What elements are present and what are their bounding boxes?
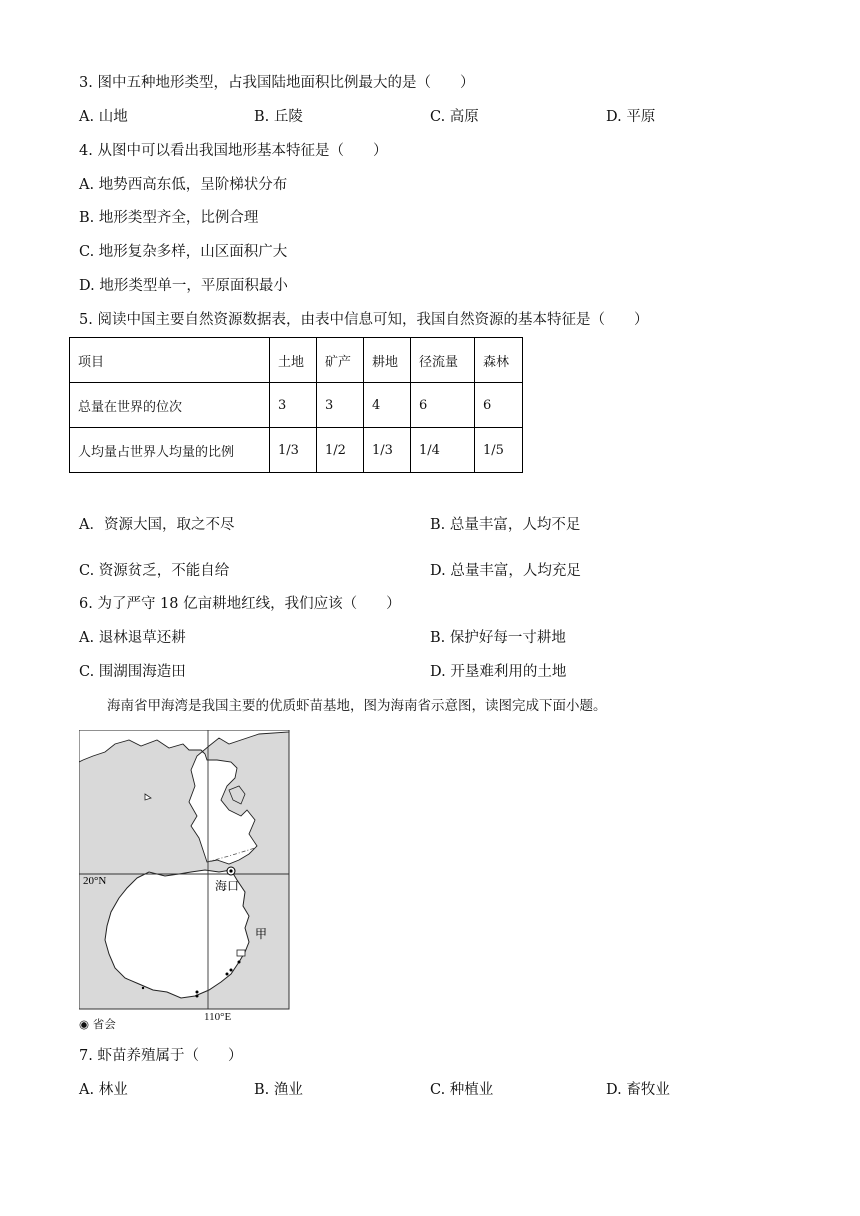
table-cell: 1/2 bbox=[317, 428, 364, 473]
q4-option-c[interactable]: C. 地形复杂多样，山区面积广大 bbox=[79, 244, 288, 260]
table-row bbox=[70, 383, 523, 428]
q7-option-d[interactable]: D. 畜牧业 bbox=[606, 1082, 670, 1098]
longitude-label: 110°E bbox=[204, 1011, 232, 1023]
q4-option-b[interactable]: B. 地形类型齐全，比例合理 bbox=[79, 210, 259, 226]
bay-jia-label: 甲 bbox=[255, 927, 268, 941]
table-cell: 总量在世界的位次 bbox=[70, 383, 270, 428]
table-header-cell: 项目 bbox=[70, 338, 270, 383]
islet-dot bbox=[196, 995, 199, 998]
q6-option-c[interactable]: C. 围湖围海造田 bbox=[79, 664, 186, 680]
q5-option-c[interactable]: C. 资源贫乏，不能自给 bbox=[79, 563, 230, 579]
haikou-capital-dot bbox=[229, 869, 232, 872]
table-cell: 1/3 bbox=[364, 428, 411, 473]
resource-table bbox=[69, 337, 523, 473]
table-cell: 1/5 bbox=[475, 428, 523, 473]
table-header-cell: 森林 bbox=[475, 338, 523, 383]
table-cell: 1/3 bbox=[270, 428, 317, 473]
q3-option-d[interactable]: D. 平原 bbox=[606, 109, 656, 125]
table-header-row bbox=[70, 338, 523, 383]
islet-dot bbox=[238, 961, 241, 964]
table-header-cell: 矿产 bbox=[317, 338, 364, 383]
q7-option-c[interactable]: C. 种植业 bbox=[430, 1082, 494, 1098]
islet-dot bbox=[196, 991, 199, 994]
haikou-label: 海口 bbox=[215, 879, 240, 893]
q7-option-a[interactable]: A. 林业 bbox=[79, 1082, 128, 1098]
question-5-stem: 5. 阅读中国主要自然资源数据表，由表中信息可知，我国自然资源的基本特征是（ ） bbox=[79, 312, 649, 328]
map-legend: ◉ 省会 bbox=[79, 1017, 116, 1031]
question-7-stem: 7. 虾苗养殖属于（ ） bbox=[79, 1048, 243, 1064]
table-cell: 6 bbox=[411, 383, 475, 428]
question-6-stem: 6. 为了严守 18 亿亩耕地红线，我们应该（ ） bbox=[79, 596, 401, 612]
table-row bbox=[70, 428, 523, 473]
table-cell: 人均量占世界人均量的比例 bbox=[70, 428, 270, 473]
islet-dot bbox=[226, 973, 229, 976]
table-header-cell: 土地 bbox=[270, 338, 317, 383]
latitude-label: 20°N bbox=[83, 875, 107, 887]
hainan-map bbox=[79, 730, 291, 1014]
q3-option-c[interactable]: C. 高原 bbox=[430, 109, 479, 125]
q5-option-d[interactable]: D. 总量丰富，人均充足 bbox=[430, 563, 581, 579]
bay-jia-marker bbox=[237, 950, 245, 956]
q5-option-a[interactable]: A．资源大国，取之不尽 bbox=[79, 517, 235, 533]
q4-option-d[interactable]: D. 地形类型单一，平原面积最小 bbox=[79, 278, 288, 294]
q6-option-b[interactable]: B. 保护好每一寸耕地 bbox=[430, 630, 566, 646]
islet-dot bbox=[230, 969, 233, 972]
table-header-cell: 耕地 bbox=[364, 338, 411, 383]
q3-option-b[interactable]: B. 丘陵 bbox=[254, 109, 303, 125]
table-cell: 3 bbox=[317, 383, 364, 428]
table-cell: 6 bbox=[475, 383, 523, 428]
q4-option-a[interactable]: A. 地势西高东低，呈阶梯状分布 bbox=[79, 177, 288, 193]
q7-option-b[interactable]: B. 渔业 bbox=[254, 1082, 303, 1098]
question-3-stem: 3. 图中五种地形类型，占我国陆地面积比例最大的是（ ） bbox=[79, 75, 475, 91]
q6-option-d[interactable]: D. 开垦难利用的土地 bbox=[430, 664, 567, 680]
table-cell: 1/4 bbox=[411, 428, 475, 473]
q3-option-a[interactable]: A. 山地 bbox=[79, 109, 128, 125]
islet-dot bbox=[142, 987, 144, 989]
q5-option-b[interactable]: B. 总量丰富，人均不足 bbox=[430, 517, 581, 533]
table-cell: 3 bbox=[270, 383, 317, 428]
map-intro-text: 海南省甲海湾是我国主要的优质虾苗基地，图为海南省示意图，读图完成下面小题。 bbox=[107, 698, 607, 714]
q6-option-a[interactable]: A. 退林退草还耕 bbox=[79, 630, 186, 646]
table-header-cell: 径流量 bbox=[411, 338, 475, 383]
table-cell: 4 bbox=[364, 383, 411, 428]
question-4-stem: 4. 从图中可以看出我国地形基本特征是（ ） bbox=[79, 143, 388, 159]
